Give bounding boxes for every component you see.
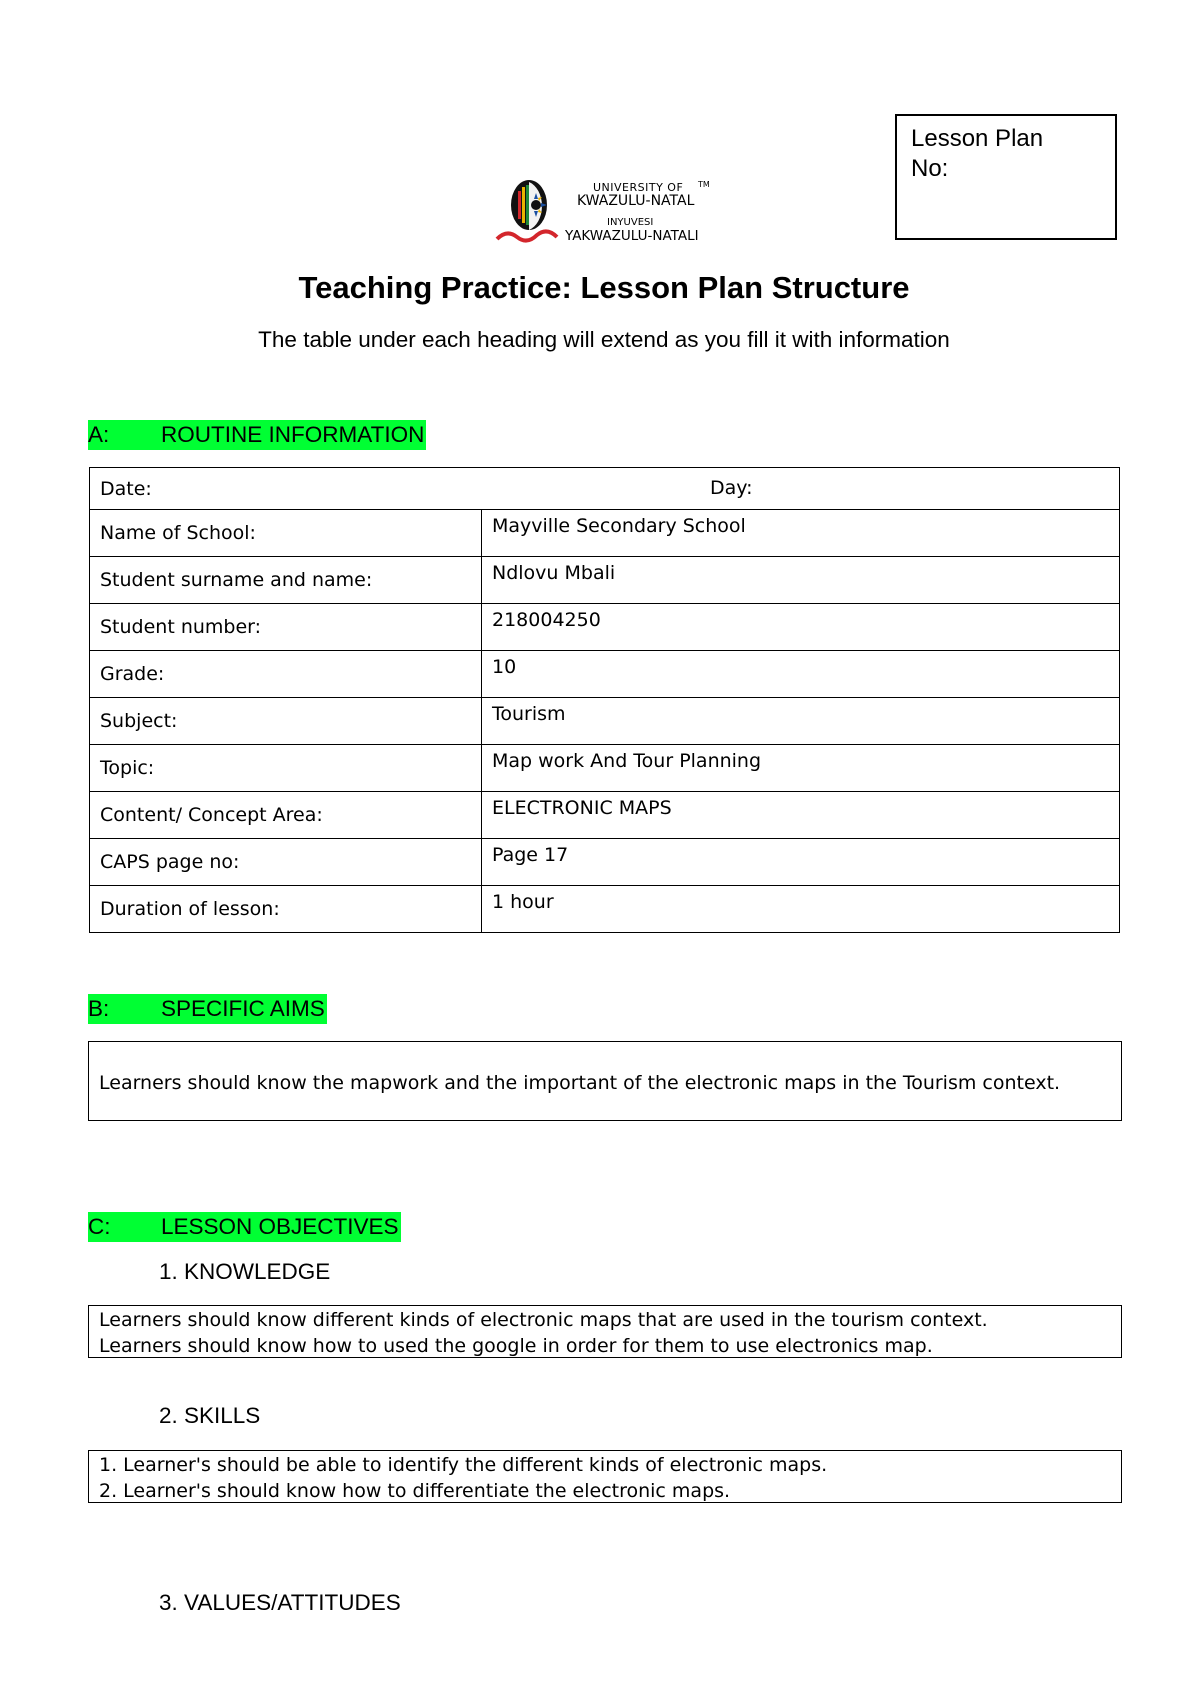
university-logo — [495, 175, 715, 249]
row-label: CAPS page no: — [90, 839, 482, 886]
values-attitudes-heading: 3. VALUES/ATTITUDES — [159, 1590, 401, 1615]
logo-line-inyuvesi: INYUVESI — [607, 217, 654, 228]
page-subtitle: The table under each heading will extend as you fill it with information — [258, 327, 950, 352]
skills-box — [88, 1450, 1122, 1503]
knowledge-line: Learners should know different kinds of electronic maps that are used in the tourism context. — [99, 1309, 988, 1331]
row-value: 218004250 — [482, 604, 1120, 651]
specific-aims-text: Learners should know the mapwork and the important of the electronic maps in the Tourism context. — [99, 1072, 1061, 1094]
routine-information-table — [89, 467, 1120, 933]
lesson-plan-no-label: No: — [911, 155, 949, 182]
logo-line-university-of: UNIVERSITY OF — [593, 181, 684, 194]
day-label: Day: — [710, 477, 753, 499]
table-row — [90, 557, 1120, 604]
row-label: Student number: — [90, 604, 482, 651]
row-label: Content/ Concept Area: — [90, 792, 482, 839]
row-value: 1 hour — [482, 886, 1120, 933]
row-value: ELECTRONIC MAPS — [482, 792, 1120, 839]
section-b-title: SPECIFIC AIMS — [161, 996, 325, 1021]
date-row — [90, 468, 1120, 510]
section-b-heading — [88, 994, 327, 1024]
row-value: Tourism — [482, 698, 1120, 745]
skills-heading: 2. SKILLS — [159, 1403, 261, 1428]
row-label: Duration of lesson: — [90, 886, 482, 933]
table-row — [90, 604, 1120, 651]
knowledge-line: Learners should know how to used the google in order for them to use electronics map. — [99, 1335, 933, 1357]
table-row — [90, 745, 1120, 792]
knowledge-heading: 1. KNOWLEDGE — [159, 1259, 331, 1284]
row-label: Student surname and name: — [90, 557, 482, 604]
row-value: Ndlovu Mbali — [482, 557, 1120, 604]
knowledge-box — [88, 1305, 1122, 1358]
date-label: Date: — [100, 477, 152, 500]
skills-line: 1. Learner's should be able to identify the different kinds of electronic maps. — [99, 1454, 828, 1476]
table-row — [90, 792, 1120, 839]
logo-line-yakwazulu-natali: YAKWAZULU-NATALI — [565, 228, 699, 244]
section-a-title: ROUTINE INFORMATION — [161, 422, 425, 447]
row-value: Page 17 — [482, 839, 1120, 886]
section-b-letter: B: — [88, 996, 110, 1021]
row-label: Topic: — [90, 745, 482, 792]
table-row — [90, 886, 1120, 933]
table-row — [90, 510, 1120, 557]
row-value: Map work And Tour Planning — [482, 745, 1120, 792]
table-row — [90, 651, 1120, 698]
page-title: Teaching Practice: Lesson Plan Structure — [298, 270, 910, 305]
table-row — [90, 839, 1120, 886]
section-a-letter: A: — [88, 422, 110, 447]
specific-aims-box — [88, 1041, 1122, 1121]
date-day-cell — [90, 468, 1120, 510]
row-value: Mayville Secondary School — [482, 510, 1120, 557]
row-label: Name of School: — [90, 510, 482, 557]
row-label: Grade: — [90, 651, 482, 698]
section-c-letter: C: — [88, 1214, 111, 1239]
section-a-heading — [88, 420, 426, 450]
row-value: 10 — [482, 651, 1120, 698]
lesson-plan-number-box — [895, 114, 1117, 240]
logo-line-kwazulu-natal: KWAZULU-NATAL — [577, 193, 695, 209]
section-c-title: LESSON OBJECTIVES — [161, 1214, 399, 1239]
skills-line: 2. Learner's should know how to differentiate the electronic maps. — [99, 1480, 731, 1502]
section-c-heading — [88, 1212, 401, 1242]
shield-logo-icon — [495, 175, 575, 249]
logo-trademark: TM — [698, 180, 710, 189]
lesson-plan-label: Lesson Plan — [911, 125, 1044, 152]
row-label: Subject: — [90, 698, 482, 745]
table-row — [90, 698, 1120, 745]
